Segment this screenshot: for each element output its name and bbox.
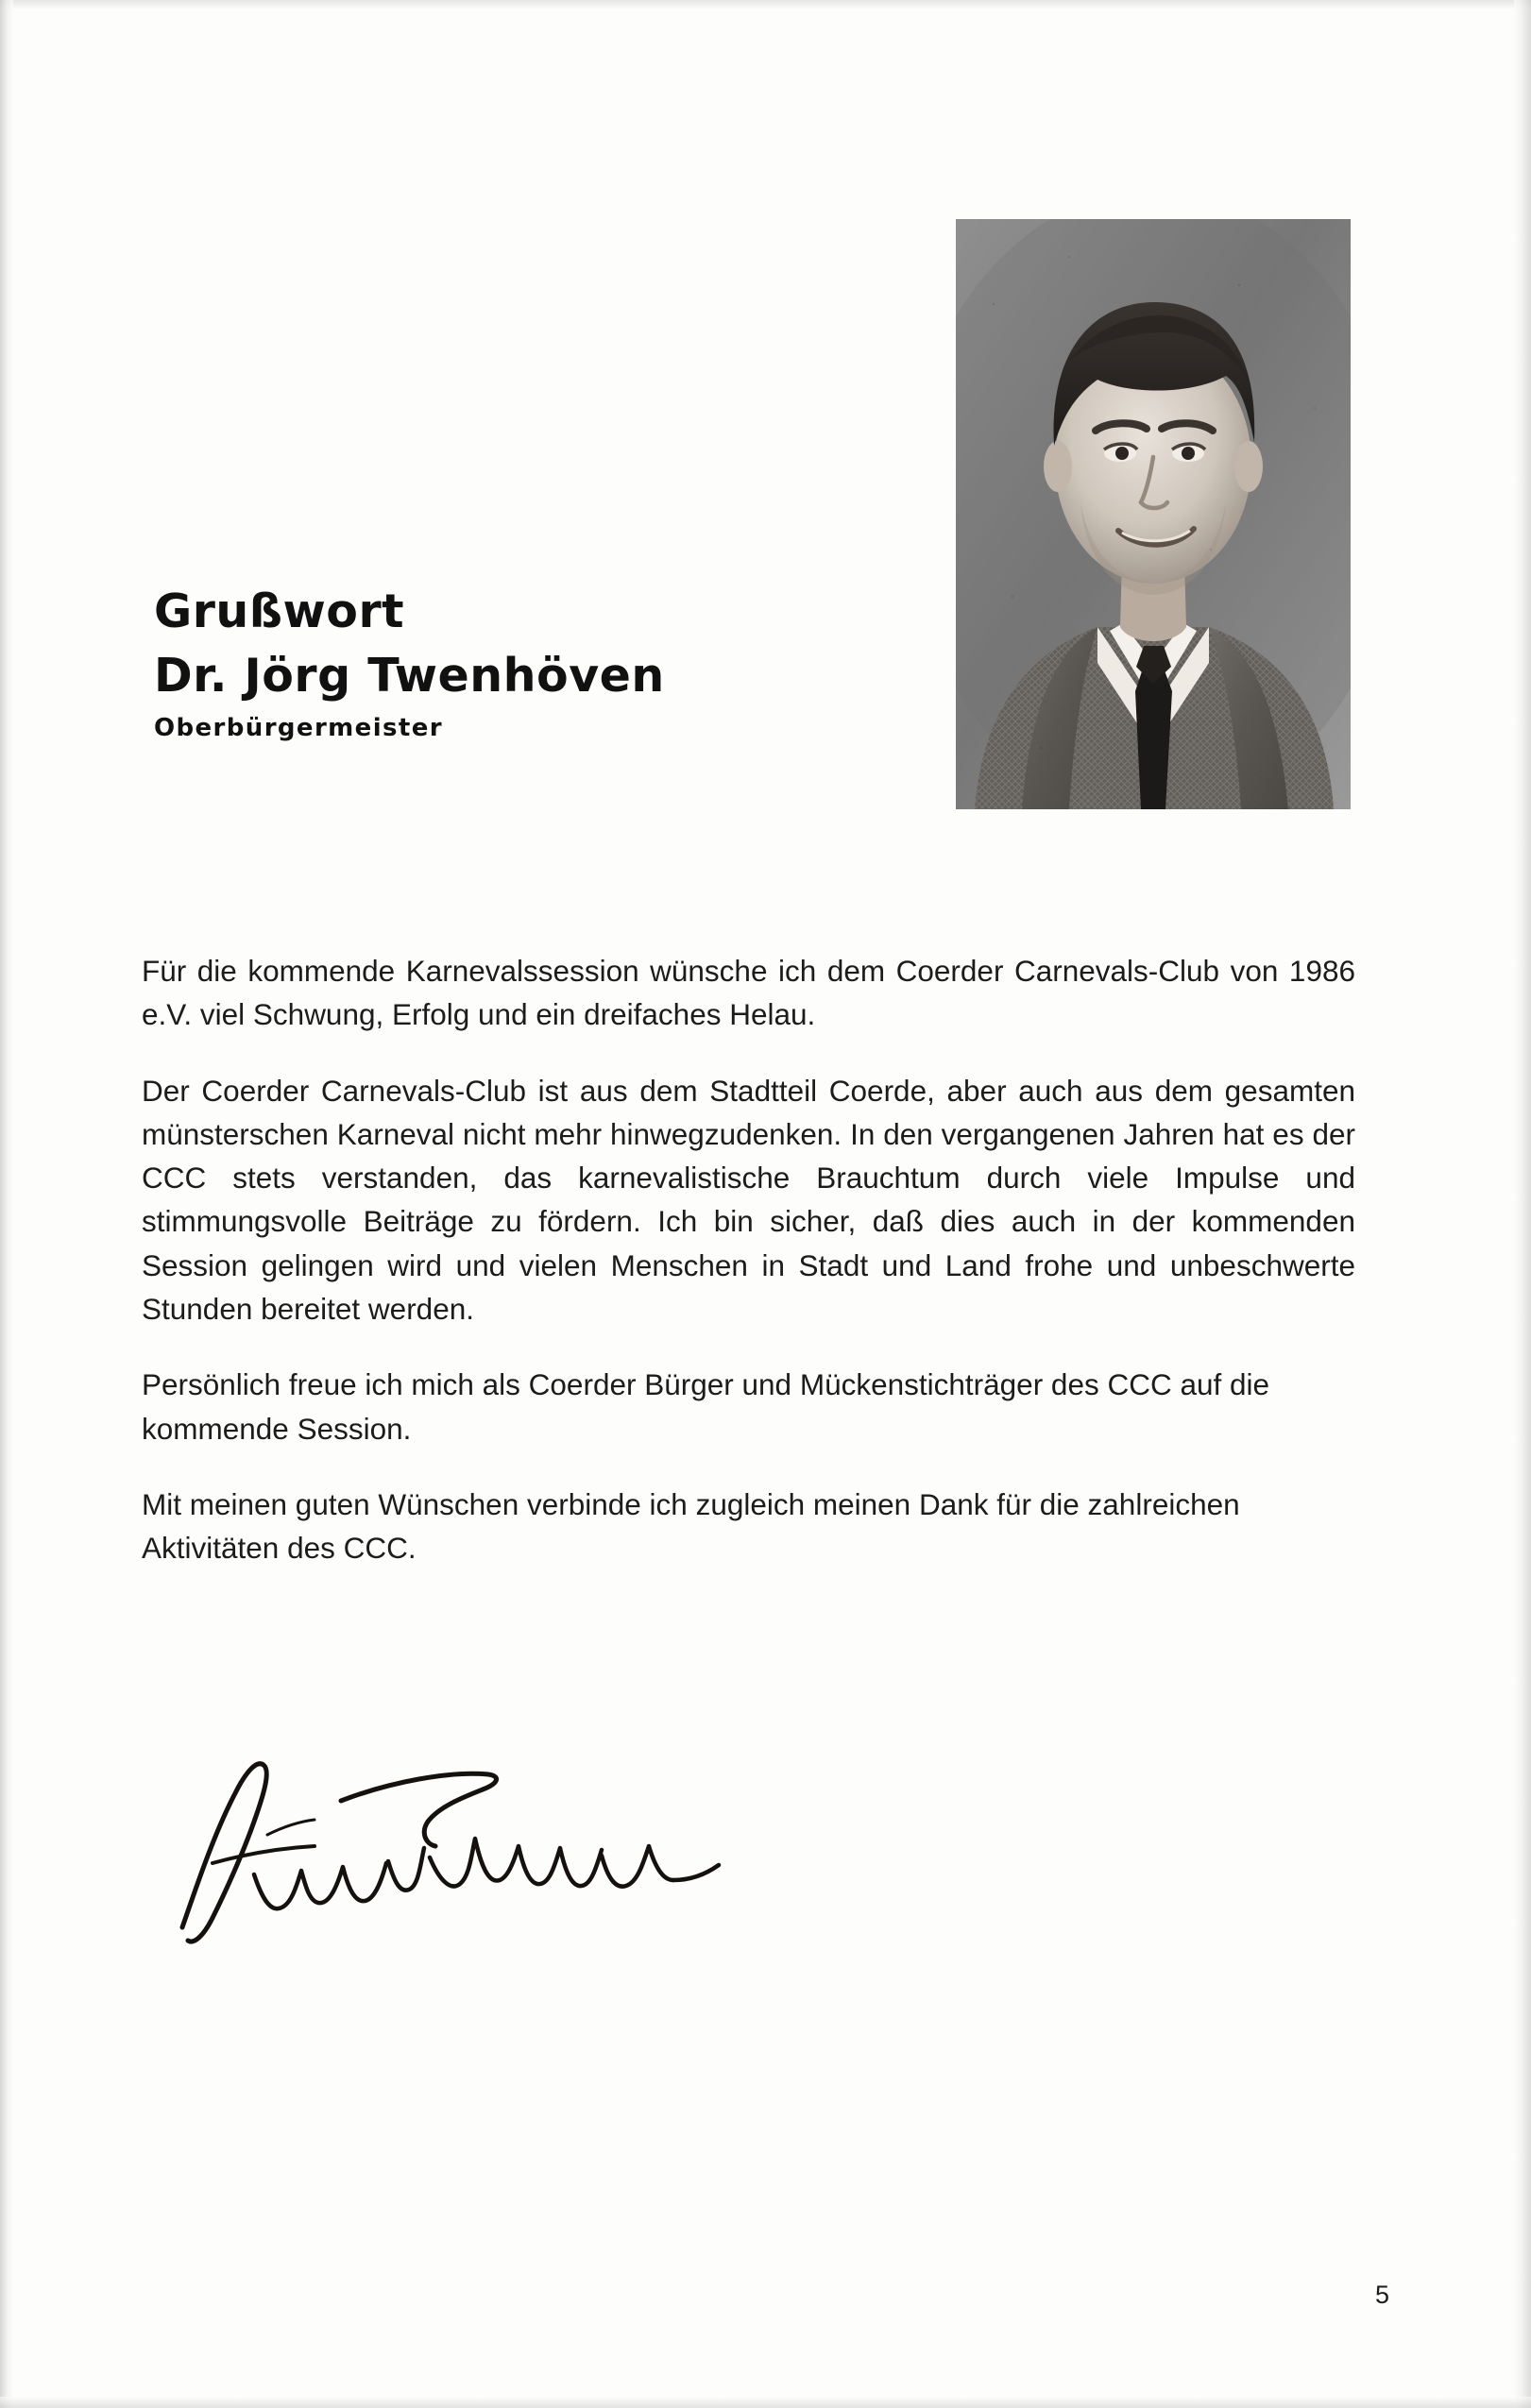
paragraph-4: Mit meinen guten Wünschen verbinde ich zugleich meinen Dank für die zahlreichen Aktivitäten des CCC. — [142, 1486, 1240, 1566]
author-role: Oberbürgermeister — [154, 713, 443, 742]
paragraph-3: Persönlich freue ich mich als Coerder Bürger und Mückenstichträger des CCC auf die kommende Session. — [142, 1367, 1270, 1446]
paragraph-2: Der Coerder Carnevals-Club ist aus dem Stadtteil Coerde, aber auch aus dem gesamten münsterschen Karneval nicht mehr hinwegzudenken. In den vergangenen Jahren hat es der CCC stets verstanden, das karnevalistische Brauchtum durch viele Impulse und stimmungsvolle Beiträge zu fördern. Ich bin sicher, daß dies auch in der kommenden Session gelingen wird und vielen Menschen in Stadt und Land frohe und unbeschwerte Stunden bereitet werden. — [142, 1073, 1355, 1327]
page-title: Grußwort — [154, 585, 405, 638]
page-number: 5 — [1374, 2281, 1389, 2309]
heading-block — [154, 584, 910, 742]
author-name: Dr. Jörg Twenhöven — [154, 648, 665, 703]
portrait-photo — [956, 219, 1351, 809]
letter-body — [142, 949, 1355, 1570]
paragraph-1: Für die kommende Karnevalssession wünsche ich dem Coerder Carnevals-Club von 1986 e.V. viel Schwung, Erfolg und ein dreifaches Helau. — [142, 954, 1355, 1032]
signature-image — [156, 1742, 770, 1950]
